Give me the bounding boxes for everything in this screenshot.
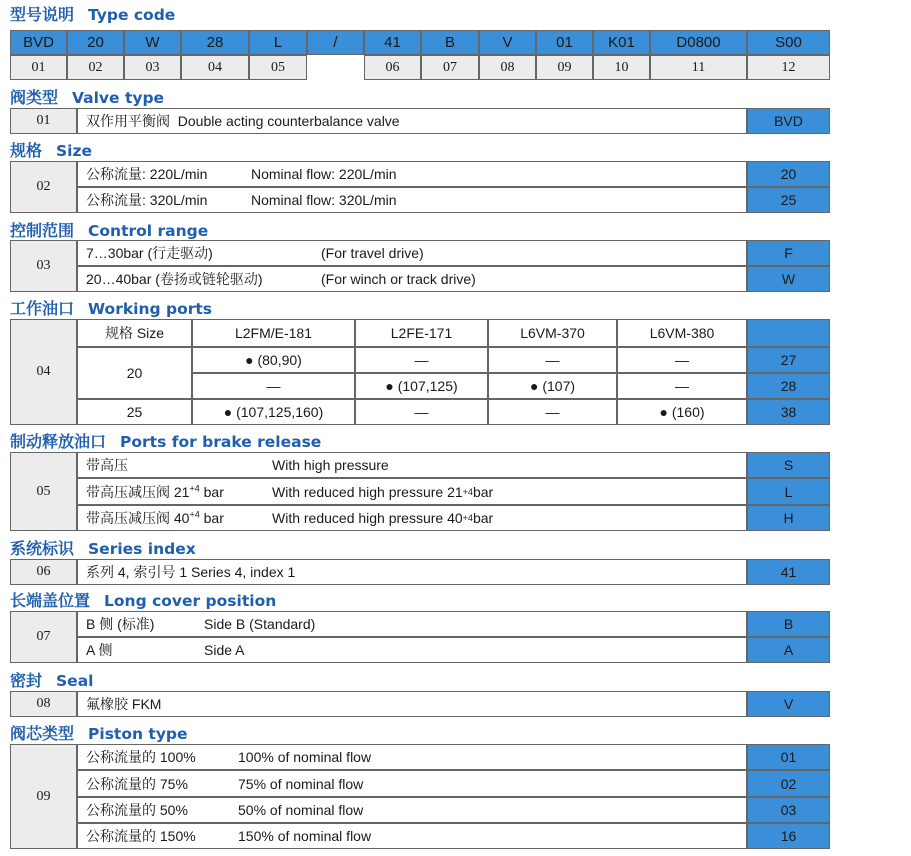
long-cover-row-2: A 侧 Side A [77,637,747,663]
seal-number: 08 [10,691,77,717]
long-cover-number: 07 [10,611,77,663]
piston-type-number: 09 [10,744,77,849]
piston-type-code-3: 03 [747,797,830,823]
port-cell-r2-c1: — [192,373,355,399]
long-cover-row-1: B 侧 (标准) Side B (Standard) [77,611,747,637]
working-ports-heading: 工作油口 Working ports [10,300,213,318]
size-code-2: 25 [747,187,830,213]
brake-release-row-3: 带高压减压阀 $40^{+4}$ bar With reduced high pressure 40 +4 bar [77,505,747,531]
brake-release-heading: 制动释放油口 Ports for brake release [10,433,322,451]
size-heading: 规格 Size [10,142,93,160]
long-cover-code-1: B [747,611,830,637]
seal-code: V [747,691,830,717]
working-ports-size-header: 规格 Size [77,319,192,347]
size-row-1: 公称流量: 220L/min Nominal flow: 220L/min [77,161,747,187]
working-ports-number: 04 [10,319,77,425]
code-cell-12: S00 [747,30,830,55]
seal-description: 氟橡胶 FKM [77,691,747,717]
piston-type-code-1: 01 [747,744,830,770]
position-cell-6: 06 [364,55,421,80]
position-cell-11: 11 [650,55,747,80]
series-index-code: 41 [747,559,830,585]
code-cell-8: V [479,30,536,55]
port-cell-r1-c1: ● (80,90) [192,347,355,373]
series-index-description: 系列 4, 索引号 1 Series 4, index 1 [77,559,747,585]
control-range-row-1: 7…30bar (行走驱动) (For travel drive) [77,240,747,266]
brake-release-row-1: 带高压 With high pressure [77,452,747,478]
control-range-row-2: 20…40bar (卷扬或链轮驱动) (For winch or track drive) [77,266,747,292]
code-cell-9: 01 [536,30,593,55]
port-cell-r1-c4: — [617,347,747,373]
series-index-heading: 系统标识 Series index [10,540,196,558]
port-cell-r3-c1: ● (107,125,160) [192,399,355,425]
port-cell-r3-c4: ● (160) [617,399,747,425]
working-ports-size-20: 20 [77,347,192,399]
piston-type-row-3: 公称流量的 50% 50% of nominal flow [77,797,747,823]
code-cell-7: B [421,30,479,55]
position-cell-1: 01 [10,55,67,80]
position-cell-10: 10 [593,55,650,80]
code-cell-5: L [249,30,307,55]
port-cell-r3-c3: — [488,399,617,425]
position-cell-8: 08 [479,55,536,80]
valve-type-description: 双作用平衡阀 Double acting counterbalance valve [77,108,747,134]
port-cell-r2-c4: — [617,373,747,399]
valve-type-code: BVD [747,108,830,134]
brake-release-code-1: S [747,452,830,478]
port-code-2: 28 [747,373,830,399]
control-range-heading: 控制范围 Control range [10,222,209,240]
long-cover-code-2: A [747,637,830,663]
code-cell-1: BVD [10,30,67,55]
control-range-code-1: F [747,240,830,266]
piston-type-row-2: 公称流量的 75% 75% of nominal flow [77,770,747,797]
code-cell-separator: / [307,30,364,55]
port-code-3: 38 [747,399,830,425]
type-code-heading: 型号说明 Type code [10,6,176,24]
working-ports-header-code [747,319,830,347]
brake-release-code-3: H [747,505,830,531]
working-ports-col-2: L2FE-171 [355,319,488,347]
position-cell-3: 03 [124,55,181,80]
code-cell-3: W [124,30,181,55]
piston-type-row-4: 公称流量的 150% 150% of nominal flow [77,823,747,849]
working-ports-size-25: 25 [77,399,192,425]
code-cell-11: D0800 [650,30,747,55]
port-cell-r3-c2: — [355,399,488,425]
code-cell-4: 28 [181,30,249,55]
piston-type-code-2: 02 [747,770,830,797]
seal-heading: 密封 Seal [10,672,94,690]
working-ports-col-3: L6VM-370 [488,319,617,347]
working-ports-col-4: L6VM-380 [617,319,747,347]
brake-release-row-2: 带高压减压阀 $21^{+4}$ bar With reduced high pressure 21 +4 bar [77,478,747,505]
series-index-number: 06 [10,559,77,585]
position-cell-2: 02 [67,55,124,80]
size-number: 02 [10,161,77,213]
piston-type-row-1: 公称流量的 100% 100% of nominal flow [77,744,747,770]
port-cell-r2-c2: ● (107,125) [355,373,488,399]
code-cell-10: K01 [593,30,650,55]
position-cell-4: 04 [181,55,249,80]
port-cell-r2-c3: ● (107) [488,373,617,399]
position-cell-9: 09 [536,55,593,80]
size-row-2: 公称流量: 320L/min Nominal flow: 320L/min [77,187,747,213]
port-code-1: 27 [747,347,830,373]
control-range-number: 03 [10,240,77,292]
long-cover-heading: 长端盖位置 Long cover position [10,592,277,610]
code-cell-2: 20 [67,30,124,55]
valve-type-heading: 阀类型 Valve type [10,89,165,107]
position-cell-7: 07 [421,55,479,80]
code-cell-6: 41 [364,30,421,55]
brake-release-number: 05 [10,452,77,531]
port-cell-r1-c3: — [488,347,617,373]
position-cell-12: 12 [747,55,830,80]
piston-type-code-4: 16 [747,823,830,849]
position-cell-5: 05 [249,55,307,80]
working-ports-col-1: L2FM/E-181 [192,319,355,347]
piston-type-heading: 阀芯类型 Piston type [10,725,188,743]
port-cell-r1-c2: — [355,347,488,373]
valve-type-number: 01 [10,108,77,134]
control-range-code-2: W [747,266,830,292]
size-code-1: 20 [747,161,830,187]
brake-release-code-2: L [747,478,830,505]
